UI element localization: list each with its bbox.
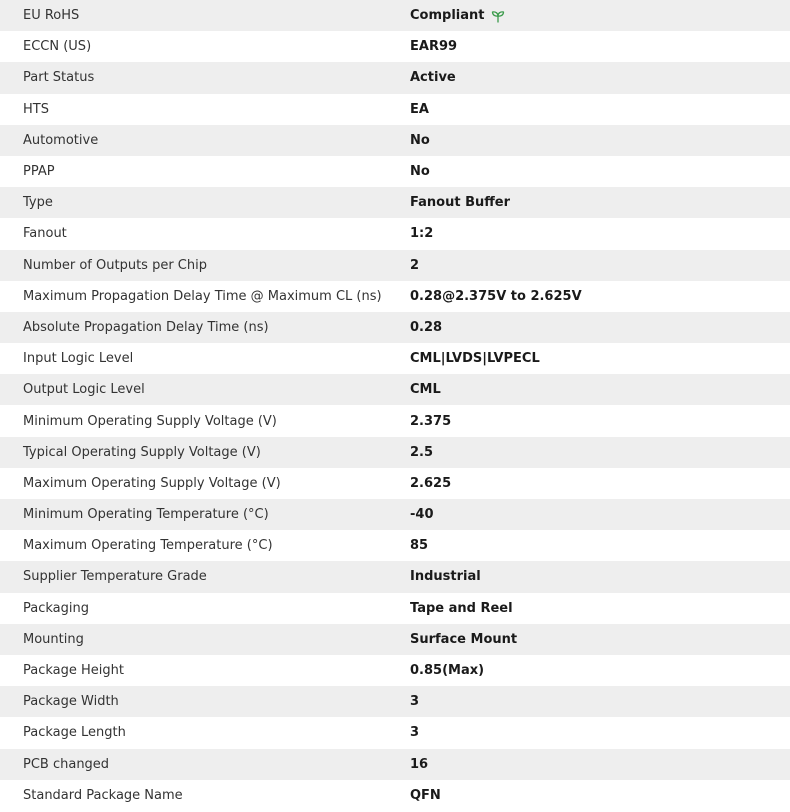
spec-value: 3 [410,694,420,710]
spec-label: Packaging [23,600,89,616]
spec-row-package-length [0,717,790,748]
spec-value: 2.375 [410,413,452,429]
spec-row-typ-supply-voltage [0,437,790,468]
spec-label: Mounting [23,631,84,647]
spec-label: Maximum Propagation Delay Time @ Maximum CL (ns) [23,288,382,304]
spec-value: EAR99 [410,39,458,55]
spec-value: Industrial [410,569,481,585]
spec-row-abs-propagation-delay [0,312,790,343]
spec-row-ppap [0,156,790,187]
spec-label: Number of Outputs per Chip [23,257,207,273]
spec-label: PPAP [23,164,55,180]
spec-value: -40 [410,507,434,523]
spec-value: 0.28@2.375V to 2.625V [410,288,582,304]
spec-row-output-logic-level [0,374,790,405]
spec-label: Output Logic Level [23,382,145,398]
spec-label: Package Height [23,663,124,679]
spec-row-packaging [0,593,790,624]
spec-label: Absolute Propagation Delay Time (ns) [23,319,269,335]
spec-label: Package Length [23,725,126,741]
spec-row-part-status [0,62,790,93]
spec-label: Input Logic Level [23,351,134,367]
spec-value: 2.5 [410,444,434,460]
spec-row-type [0,187,790,218]
spec-label: HTS [23,101,49,117]
spec-label: Typical Operating Supply Voltage (V) [23,444,261,460]
spec-label: Minimum Operating Supply Voltage (V) [23,413,277,429]
spec-label: EU RoHS [23,8,80,24]
spec-label: Supplier Temperature Grade [23,569,207,585]
spec-value: Compliant [410,8,485,24]
spec-value: 85 [410,538,429,554]
spec-row-max-supply-voltage [0,468,790,499]
spec-label: Type [23,195,53,211]
spec-row-outputs-per-chip [0,250,790,281]
spec-value-cell [410,0,790,31]
spec-row-pcb-changed [0,749,790,780]
spec-value: 0.85(Max) [410,663,485,679]
spec-label: Minimum Operating Temperature (°C) [23,507,269,523]
spec-row-package-height [0,655,790,686]
spec-value: No [410,164,430,180]
spec-row-standard-package-name [0,780,790,811]
spec-row-max-operating-temp [0,530,790,561]
spec-row-min-supply-voltage [0,405,790,436]
spec-row-min-operating-temp [0,499,790,530]
spec-row-temperature-grade [0,561,790,592]
leaf-icon [491,9,505,23]
spec-value: CML [410,382,441,398]
spec-label: PCB changed [23,756,110,772]
spec-value: Active [410,70,456,86]
spec-label: Maximum Operating Supply Voltage (V) [23,475,281,491]
spec-label: Automotive [23,132,99,148]
spec-value-wrap [410,8,505,23]
spec-value: 16 [410,756,429,772]
spec-row-eu-rohs [0,0,790,31]
spec-value: Surface Mount [410,631,518,647]
spec-value: 1:2 [410,226,434,242]
spec-value: EA [410,101,429,117]
spec-row-fanout [0,218,790,249]
spec-value: 0.28 [410,319,443,335]
spec-value: Fanout Buffer [410,195,510,211]
spec-label: Fanout [23,226,67,242]
spec-row-hts [0,94,790,125]
spec-value: 3 [410,725,420,741]
spec-row-input-logic-level [0,343,790,374]
spec-value: No [410,132,430,148]
spec-row-max-propagation-delay [0,281,790,312]
spec-value: 2 [410,257,420,273]
spec-row-eccn [0,31,790,62]
spec-label: Maximum Operating Temperature (°C) [23,538,273,554]
spec-value: CML|LVDS|LVPECL [410,351,540,367]
spec-label: ECCN (US) [23,39,92,55]
spec-row-automotive [0,125,790,156]
spec-label: Part Status [23,70,95,86]
spec-value: 2.625 [410,475,452,491]
spec-value: QFN [410,787,441,803]
spec-label: Package Width [23,694,119,710]
spec-row-mounting [0,624,790,655]
spec-value: Tape and Reel [410,600,513,616]
spec-label: Standard Package Name [23,787,183,803]
spec-row-package-width [0,686,790,717]
